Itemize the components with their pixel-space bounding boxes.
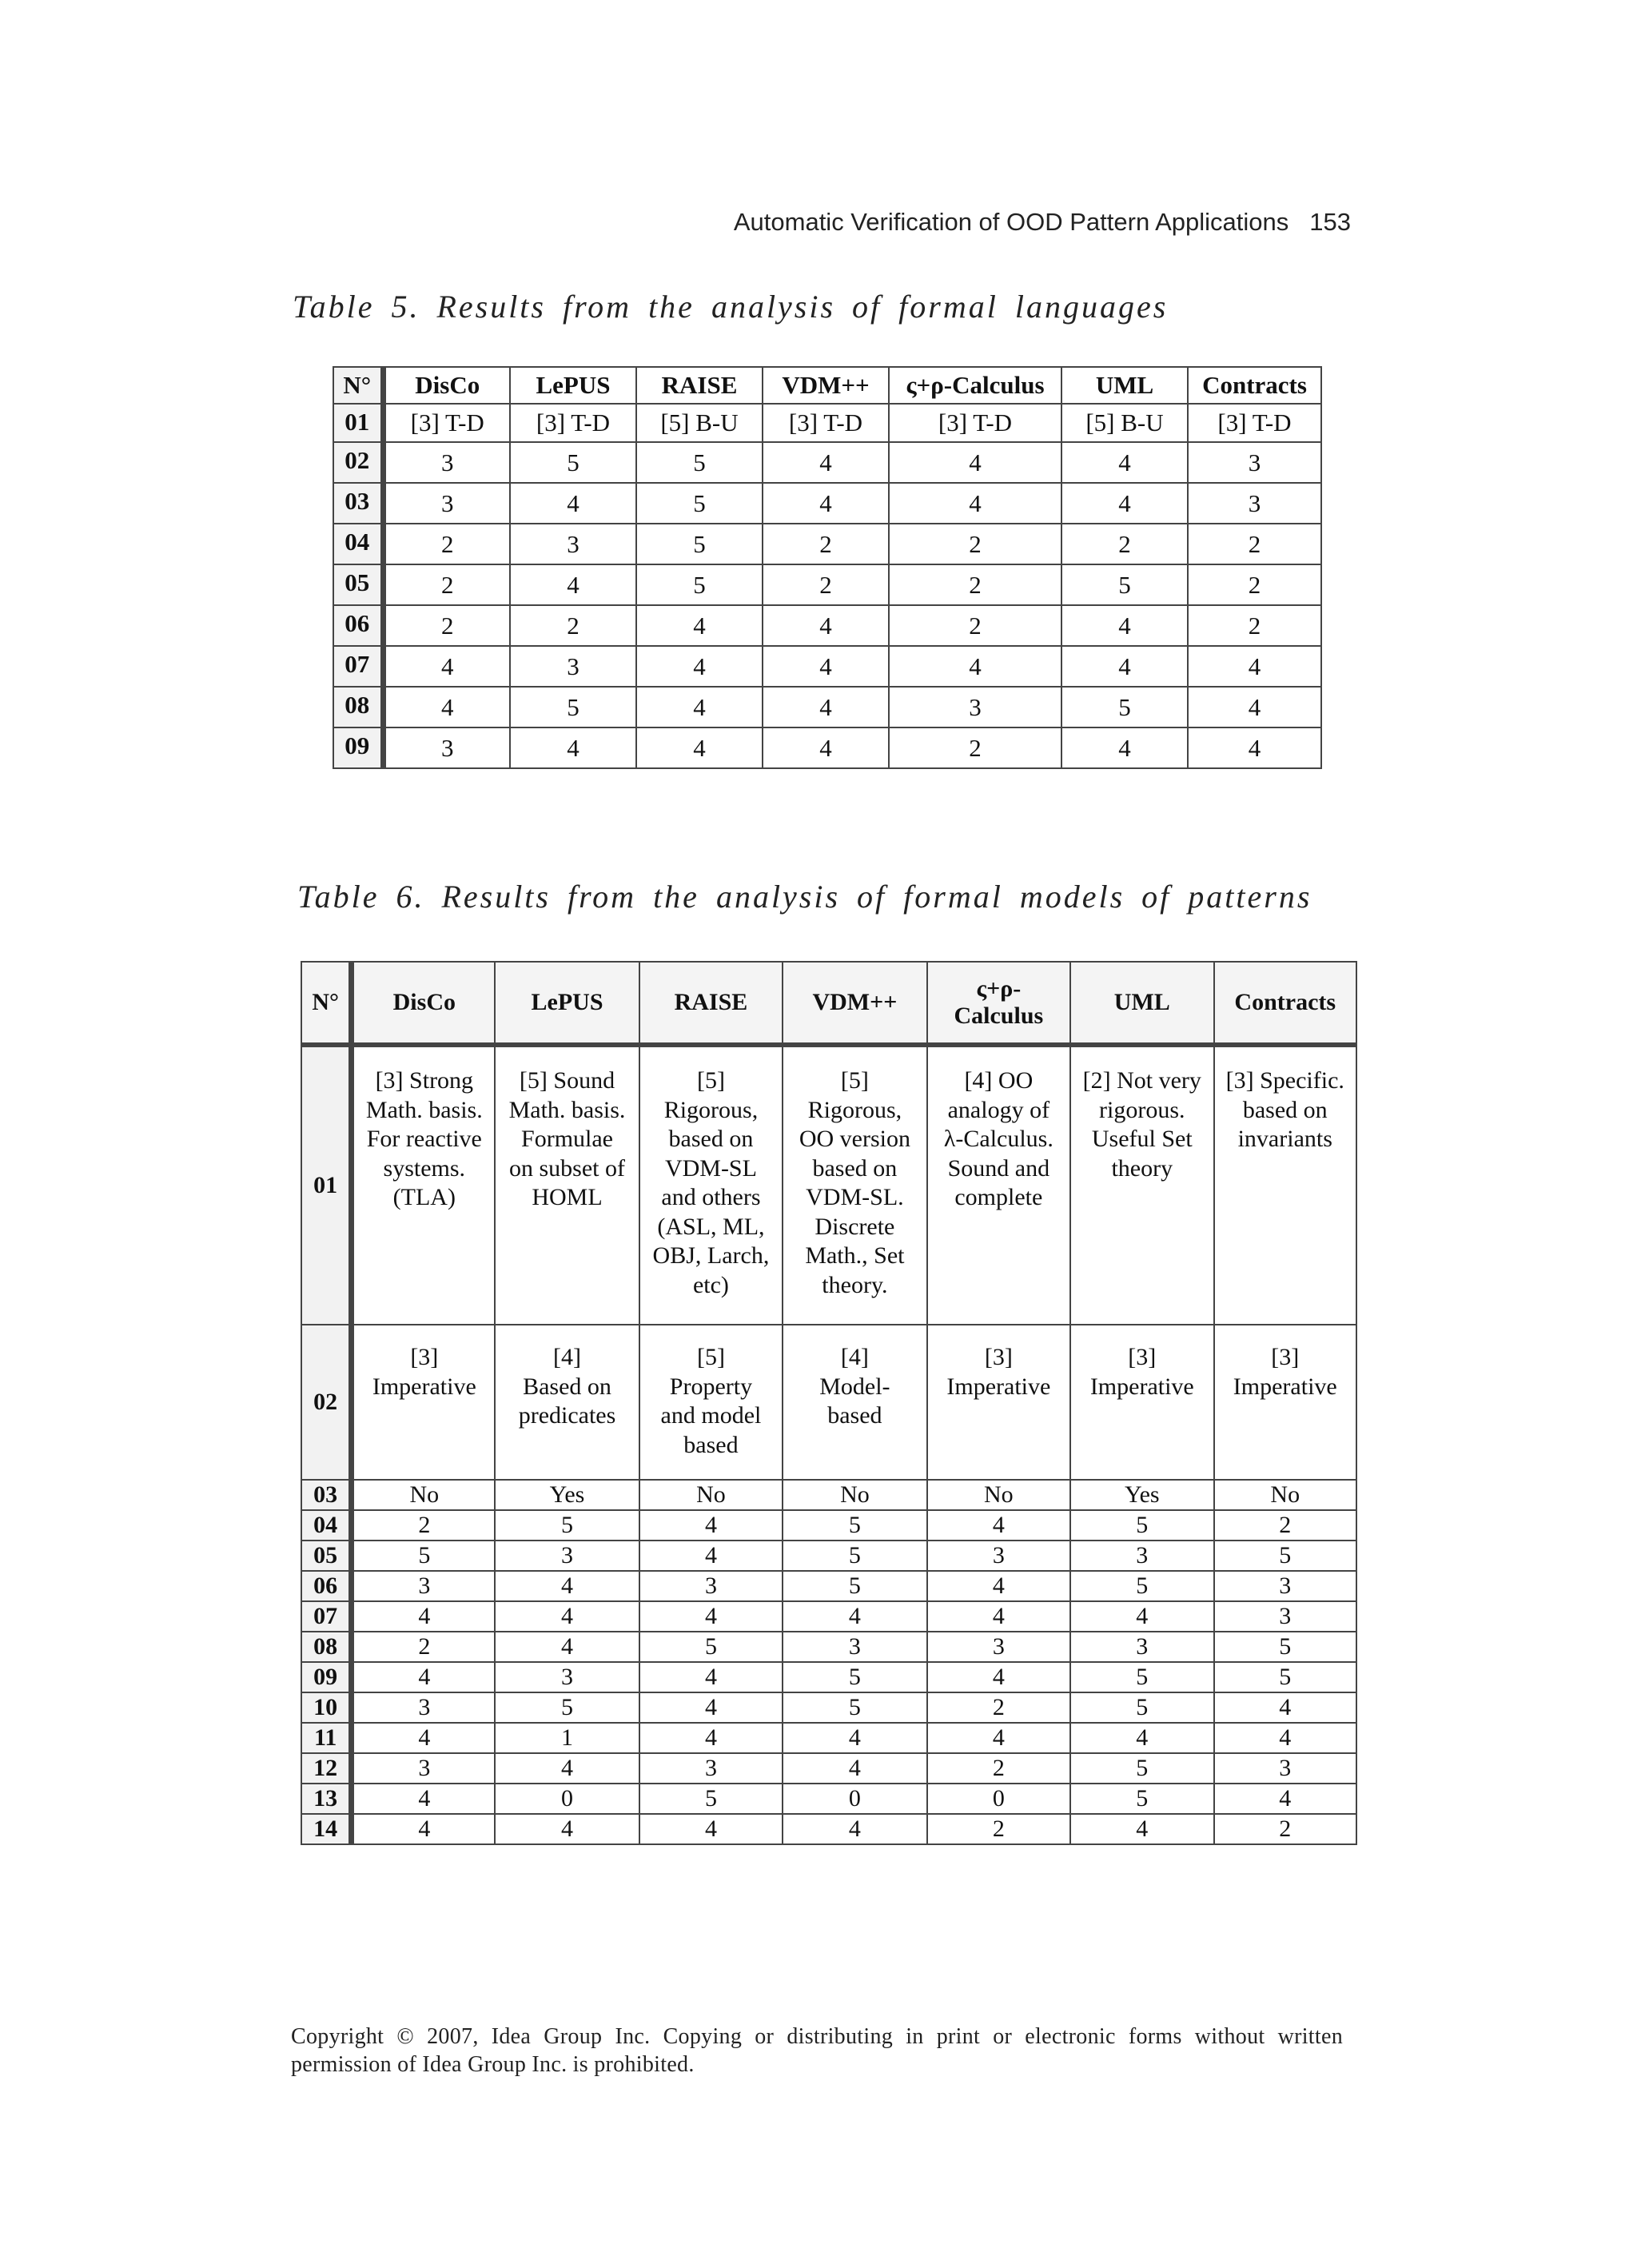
table5-cell: 2 bbox=[889, 605, 1061, 646]
table5-cell: 2 bbox=[383, 605, 510, 646]
table-row bbox=[333, 564, 1321, 605]
table6-cell: 3 bbox=[1214, 1571, 1357, 1601]
table6-cell: 4 bbox=[639, 1601, 783, 1632]
table6-cell: 5 bbox=[495, 1510, 639, 1541]
table6-cell: 2 bbox=[927, 1692, 1070, 1723]
table5-cell: 4 bbox=[636, 646, 763, 687]
table6-cell: 4 bbox=[639, 1541, 783, 1571]
table6-cell-text: [4] Based on predicates bbox=[518, 1344, 616, 1429]
table6-cell-text: [4] Model- based bbox=[819, 1344, 890, 1429]
table5-cell: 4 bbox=[1061, 605, 1188, 646]
table6-header-raise: RAISE bbox=[639, 962, 783, 1045]
table5-cell: 4 bbox=[889, 483, 1061, 524]
table6-caption: Table 6. Results from the analysis of formal models of patterns bbox=[297, 879, 1312, 915]
table6-cell: 0 bbox=[927, 1784, 1070, 1814]
table6-row-id: 05 bbox=[301, 1541, 352, 1571]
table6-cell: 5 bbox=[352, 1541, 495, 1571]
table5-cell: 4 bbox=[763, 646, 889, 687]
table6-cell: 5 bbox=[1070, 1692, 1213, 1723]
table6-cell-text: [3] Imperative bbox=[946, 1344, 1051, 1400]
table-row bbox=[301, 1571, 1356, 1601]
table-row bbox=[301, 1541, 1356, 1571]
table6-cell: 3 bbox=[352, 1571, 495, 1601]
table-row bbox=[333, 646, 1321, 687]
table6-cell: 3 bbox=[1214, 1601, 1357, 1632]
table5-cell: 5 bbox=[636, 442, 763, 483]
table6-row-id: 08 bbox=[301, 1632, 352, 1662]
table-row bbox=[301, 1510, 1356, 1541]
table6-cell: 3 bbox=[783, 1632, 926, 1662]
table6-cell: 5 bbox=[1214, 1541, 1357, 1571]
table5-header-row bbox=[333, 367, 1321, 404]
table5-header-lepus: LePUS bbox=[510, 367, 636, 404]
table5-row-id: 07 bbox=[333, 646, 383, 687]
table5-cell: 5 bbox=[636, 524, 763, 564]
table6-cell bbox=[352, 1325, 495, 1480]
table6-cell: 5 bbox=[783, 1692, 926, 1723]
table5-cell: 4 bbox=[636, 605, 763, 646]
table5-cell: 2 bbox=[1188, 605, 1321, 646]
table6-cell: 0 bbox=[495, 1784, 639, 1814]
table-row bbox=[301, 1480, 1356, 1510]
table6-cell bbox=[639, 1325, 783, 1480]
table5-cell: 4 bbox=[383, 687, 510, 727]
table5-cell: 2 bbox=[889, 524, 1061, 564]
table5-cell: 2 bbox=[889, 727, 1061, 768]
table6-cell: 4 bbox=[352, 1814, 495, 1844]
table6-cell: 5 bbox=[1070, 1784, 1213, 1814]
table5-cell: [5] B-U bbox=[1061, 404, 1188, 442]
table5-cell: 4 bbox=[1188, 646, 1321, 687]
table6-row-id: 14 bbox=[301, 1814, 352, 1844]
table-row bbox=[333, 483, 1321, 524]
table5-row-id: 04 bbox=[333, 524, 383, 564]
table6-cell bbox=[927, 1045, 1070, 1325]
table5-cell: 3 bbox=[889, 687, 1061, 727]
table6-row-id: 09 bbox=[301, 1662, 352, 1692]
table6-row-id: 02 bbox=[301, 1325, 352, 1480]
table6-cell: 0 bbox=[783, 1784, 926, 1814]
table5-cell: 4 bbox=[1061, 646, 1188, 687]
page-number: 153 bbox=[1309, 208, 1351, 236]
table5-cell: 2 bbox=[1188, 524, 1321, 564]
table6-cell: 4 bbox=[1214, 1784, 1357, 1814]
table5-cell: 4 bbox=[763, 483, 889, 524]
table6-cell: 4 bbox=[783, 1601, 926, 1632]
table5-cell: [3] T-D bbox=[1188, 404, 1321, 442]
table6-cell-text: [5] Rigorous, based on VDM-SL and others (ASL, ML, OBJ, Larch, etc) bbox=[652, 1067, 770, 1298]
table5-cell: 2 bbox=[763, 524, 889, 564]
table6-cell: 4 bbox=[783, 1814, 926, 1844]
table6-cell: 2 bbox=[1214, 1510, 1357, 1541]
table5-cell: 4 bbox=[383, 646, 510, 687]
table-row bbox=[301, 1784, 1356, 1814]
table5-cell: 3 bbox=[510, 524, 636, 564]
table5-header-vdm: VDM++ bbox=[763, 367, 889, 404]
table6-cell-text: [5] Sound Math. basis. Formulae on subset of HOML bbox=[508, 1067, 626, 1210]
table6-cell: 4 bbox=[927, 1510, 1070, 1541]
table6-cell: 5 bbox=[783, 1662, 926, 1692]
table5-cell: 5 bbox=[510, 687, 636, 727]
table5-row-id: 06 bbox=[333, 605, 383, 646]
table6-cell: 4 bbox=[1070, 1601, 1213, 1632]
table5-cell: [3] T-D bbox=[763, 404, 889, 442]
table6-cell-text: [3] Imperative bbox=[1089, 1344, 1194, 1400]
table6-row-id: 13 bbox=[301, 1784, 352, 1814]
table6-row-id: 04 bbox=[301, 1510, 352, 1541]
table5-cell: 4 bbox=[510, 483, 636, 524]
table5-header-disco: DisCo bbox=[383, 367, 510, 404]
table6-cell bbox=[495, 1325, 639, 1480]
table6-cell: 4 bbox=[639, 1662, 783, 1692]
table6-row-id: 10 bbox=[301, 1692, 352, 1723]
table6-cell bbox=[352, 1045, 495, 1325]
table-row bbox=[333, 442, 1321, 483]
table-row bbox=[301, 1723, 1356, 1753]
table6-cell: 2 bbox=[927, 1753, 1070, 1784]
table5-cell: 5 bbox=[636, 564, 763, 605]
running-head-title: Automatic Verification of OOD Pattern Applications bbox=[733, 208, 1289, 236]
table6-cell: 4 bbox=[1214, 1692, 1357, 1723]
table-row bbox=[333, 605, 1321, 646]
table6-header-disco: DisCo bbox=[352, 962, 495, 1045]
table6-cell bbox=[495, 1045, 639, 1325]
table6-row-id: 11 bbox=[301, 1723, 352, 1753]
table-row bbox=[333, 727, 1321, 768]
table5-cell: 4 bbox=[763, 605, 889, 646]
table6-cell bbox=[639, 1045, 783, 1325]
table6-cell: 4 bbox=[352, 1662, 495, 1692]
table5-row-id: 09 bbox=[333, 727, 383, 768]
table6-cell: 2 bbox=[1214, 1814, 1357, 1844]
table6-cell: No bbox=[783, 1480, 926, 1510]
table5-row-id: 05 bbox=[333, 564, 383, 605]
table5-cell: 4 bbox=[1188, 727, 1321, 768]
table6-cell: Yes bbox=[495, 1480, 639, 1510]
table6-cell: 5 bbox=[1070, 1571, 1213, 1601]
table6-cell: No bbox=[639, 1480, 783, 1510]
table5-cell: 4 bbox=[1188, 687, 1321, 727]
table5-cell: [5] B-U bbox=[636, 404, 763, 442]
table5-cell: 2 bbox=[889, 564, 1061, 605]
table5-row-id: 02 bbox=[333, 442, 383, 483]
table6-cell: 3 bbox=[927, 1632, 1070, 1662]
table5-cell: 4 bbox=[763, 727, 889, 768]
table-row bbox=[333, 687, 1321, 727]
table6-cell: 4 bbox=[495, 1632, 639, 1662]
table5-cell: 5 bbox=[636, 483, 763, 524]
table6-cell: No bbox=[927, 1480, 1070, 1510]
table5-cell: 5 bbox=[1061, 564, 1188, 605]
copyright-footer: Copyright © 2007, Idea Group Inc. Copying or distributing in print or electronic forms without written permission of Idea Group Inc. is prohibited. bbox=[291, 2024, 1343, 2077]
table5-cell: 3 bbox=[1188, 483, 1321, 524]
table6-cell: 4 bbox=[927, 1723, 1070, 1753]
table5-cell: [3] T-D bbox=[510, 404, 636, 442]
table6-cell: 4 bbox=[495, 1571, 639, 1601]
table5-cell: 4 bbox=[510, 564, 636, 605]
table5-cell: 2 bbox=[510, 605, 636, 646]
table6-cell bbox=[1214, 1045, 1357, 1325]
table-row bbox=[301, 1814, 1356, 1844]
table5-header-raise: RAISE bbox=[636, 367, 763, 404]
table6-cell bbox=[783, 1045, 926, 1325]
table5-cell: 2 bbox=[383, 524, 510, 564]
table6-cell-text: [5] Rigorous, OO version based on VDM-SL. Discrete Math., Set theory. bbox=[799, 1067, 910, 1298]
table6-row-02 bbox=[301, 1325, 1356, 1480]
table5-cell: 5 bbox=[510, 442, 636, 483]
table6-cell-text: [3] Specific. based on invariants bbox=[1225, 1067, 1344, 1152]
table6-cell: 5 bbox=[1070, 1662, 1213, 1692]
table6-cell: 4 bbox=[495, 1753, 639, 1784]
table6-cell-text: [5] Property and model based bbox=[660, 1344, 762, 1458]
table5 bbox=[333, 366, 1322, 769]
table5-cell: 3 bbox=[383, 483, 510, 524]
table5-cell: 3 bbox=[383, 442, 510, 483]
table6-cell: 3 bbox=[927, 1541, 1070, 1571]
table6-cell: 5 bbox=[1070, 1510, 1213, 1541]
table5-cell: 4 bbox=[763, 442, 889, 483]
table5-cell: 4 bbox=[763, 687, 889, 727]
table6-cell: 3 bbox=[1070, 1632, 1213, 1662]
table5-cell: 4 bbox=[1061, 727, 1188, 768]
table5-row-id: 03 bbox=[333, 483, 383, 524]
table6-cell: 3 bbox=[639, 1571, 783, 1601]
table6-row-id: 07 bbox=[301, 1601, 352, 1632]
table6-cell: 4 bbox=[639, 1510, 783, 1541]
table5-header-calculus: ς+ρ-Calculus bbox=[889, 367, 1061, 404]
table6-cell: 4 bbox=[495, 1601, 639, 1632]
table6-cell: 5 bbox=[1214, 1662, 1357, 1692]
table6-cell-text: [4] OO analogy of λ-Calculus. Sound and complete bbox=[943, 1067, 1053, 1210]
table-row bbox=[301, 1662, 1356, 1692]
table5-header-no: N° bbox=[333, 367, 383, 404]
table6-cell: 5 bbox=[783, 1571, 926, 1601]
table5-cell: [3] T-D bbox=[383, 404, 510, 442]
table6-cell: 5 bbox=[783, 1510, 926, 1541]
table-row bbox=[333, 524, 1321, 564]
table5-cell: 2 bbox=[1061, 524, 1188, 564]
table6-cell: No bbox=[1214, 1480, 1357, 1510]
table5-cell: 2 bbox=[1188, 564, 1321, 605]
table6-cell: 4 bbox=[1070, 1814, 1213, 1844]
table6-header-row bbox=[301, 962, 1356, 1045]
table6-cell: 5 bbox=[783, 1541, 926, 1571]
table5-cell: [3] T-D bbox=[889, 404, 1061, 442]
table6-cell: No bbox=[352, 1480, 495, 1510]
table5-cell: 2 bbox=[763, 564, 889, 605]
table6-cell: 4 bbox=[352, 1784, 495, 1814]
table6-cell: 4 bbox=[352, 1601, 495, 1632]
table5-cell: 5 bbox=[1061, 687, 1188, 727]
table6-cell: 3 bbox=[352, 1692, 495, 1723]
table6-cell: 5 bbox=[639, 1632, 783, 1662]
table5-cell: 4 bbox=[1061, 483, 1188, 524]
table5-cell: 4 bbox=[1061, 442, 1188, 483]
table6-row-id: 01 bbox=[301, 1045, 352, 1325]
table5-header-contracts: Contracts bbox=[1188, 367, 1321, 404]
table6-cell: 4 bbox=[927, 1601, 1070, 1632]
table5-cell: 4 bbox=[510, 727, 636, 768]
table6-cell: 4 bbox=[639, 1814, 783, 1844]
table6-cell: 5 bbox=[639, 1784, 783, 1814]
table6 bbox=[301, 961, 1357, 1845]
table6-cell bbox=[1214, 1325, 1357, 1480]
table6-cell-text: [2] Not very rigorous. Useful Set theory bbox=[1082, 1067, 1201, 1182]
table6-cell: 4 bbox=[352, 1723, 495, 1753]
table5-cell: 3 bbox=[1188, 442, 1321, 483]
table6-header-uml: UML bbox=[1070, 962, 1213, 1045]
table6-header-calculus: ς+ρ- Calculus bbox=[927, 962, 1070, 1045]
table6-header-no: N° bbox=[301, 962, 352, 1045]
table6-cell bbox=[1070, 1045, 1213, 1325]
table6-header-vdm: VDM++ bbox=[783, 962, 926, 1045]
table5-row-id: 08 bbox=[333, 687, 383, 727]
table6-cell: 4 bbox=[1070, 1723, 1213, 1753]
table5-cell: 3 bbox=[510, 646, 636, 687]
table6-cell: 3 bbox=[352, 1753, 495, 1784]
table6-cell bbox=[1070, 1325, 1213, 1480]
table5-cell: 4 bbox=[636, 687, 763, 727]
table6-cell: Yes bbox=[1070, 1480, 1213, 1510]
table5-row-id: 01 bbox=[333, 404, 383, 442]
table-row bbox=[301, 1753, 1356, 1784]
table-row bbox=[301, 1601, 1356, 1632]
table6-cell-text: [3] Imperative bbox=[1233, 1344, 1337, 1400]
table6-cell: 5 bbox=[1214, 1632, 1357, 1662]
table-row bbox=[301, 1692, 1356, 1723]
table5-cell: 4 bbox=[636, 727, 763, 768]
table6-cell: 2 bbox=[352, 1510, 495, 1541]
table6-cell: 4 bbox=[783, 1723, 926, 1753]
table6-row-id: 03 bbox=[301, 1480, 352, 1510]
table-row bbox=[301, 1632, 1356, 1662]
table5-cell: 4 bbox=[889, 646, 1061, 687]
table6-header-contracts: Contracts bbox=[1214, 962, 1357, 1045]
table6-header-lepus: LePUS bbox=[495, 962, 639, 1045]
table6-cell: 4 bbox=[639, 1723, 783, 1753]
table6-cell bbox=[783, 1325, 926, 1480]
table6-cell-text: [3] Imperative bbox=[372, 1344, 476, 1400]
table6-cell: 4 bbox=[495, 1814, 639, 1844]
table6-cell: 3 bbox=[1070, 1541, 1213, 1571]
table5-cell: 4 bbox=[889, 442, 1061, 483]
table5-header-uml: UML bbox=[1061, 367, 1188, 404]
table6-cell: 3 bbox=[1214, 1753, 1357, 1784]
table6-row-id: 12 bbox=[301, 1753, 352, 1784]
table6-cell: 4 bbox=[1214, 1723, 1357, 1753]
table5-caption: Table 5. Results from the analysis of formal languages bbox=[293, 289, 1169, 325]
table6-cell: 3 bbox=[495, 1541, 639, 1571]
table6-cell: 4 bbox=[639, 1692, 783, 1723]
table5-cell: 3 bbox=[383, 727, 510, 768]
table-row bbox=[333, 404, 1321, 442]
table6-row-id: 06 bbox=[301, 1571, 352, 1601]
running-head bbox=[0, 208, 1351, 237]
table6-row-01 bbox=[301, 1045, 1356, 1325]
table6-cell: 2 bbox=[927, 1814, 1070, 1844]
table6-cell: 3 bbox=[495, 1662, 639, 1692]
table6-cell: 2 bbox=[352, 1632, 495, 1662]
table6-cell: 4 bbox=[783, 1753, 926, 1784]
table6-cell: 5 bbox=[1070, 1753, 1213, 1784]
table6-cell: 4 bbox=[927, 1662, 1070, 1692]
table6-cell: 4 bbox=[927, 1571, 1070, 1601]
table6-cell: 3 bbox=[639, 1753, 783, 1784]
table5-cell: 2 bbox=[383, 564, 510, 605]
table6-cell bbox=[927, 1325, 1070, 1480]
table6-cell-text: [3] Strong Math. basis. For reactive systems. (TLA) bbox=[365, 1067, 483, 1210]
table6-cell: 5 bbox=[495, 1692, 639, 1723]
table6-cell: 1 bbox=[495, 1723, 639, 1753]
